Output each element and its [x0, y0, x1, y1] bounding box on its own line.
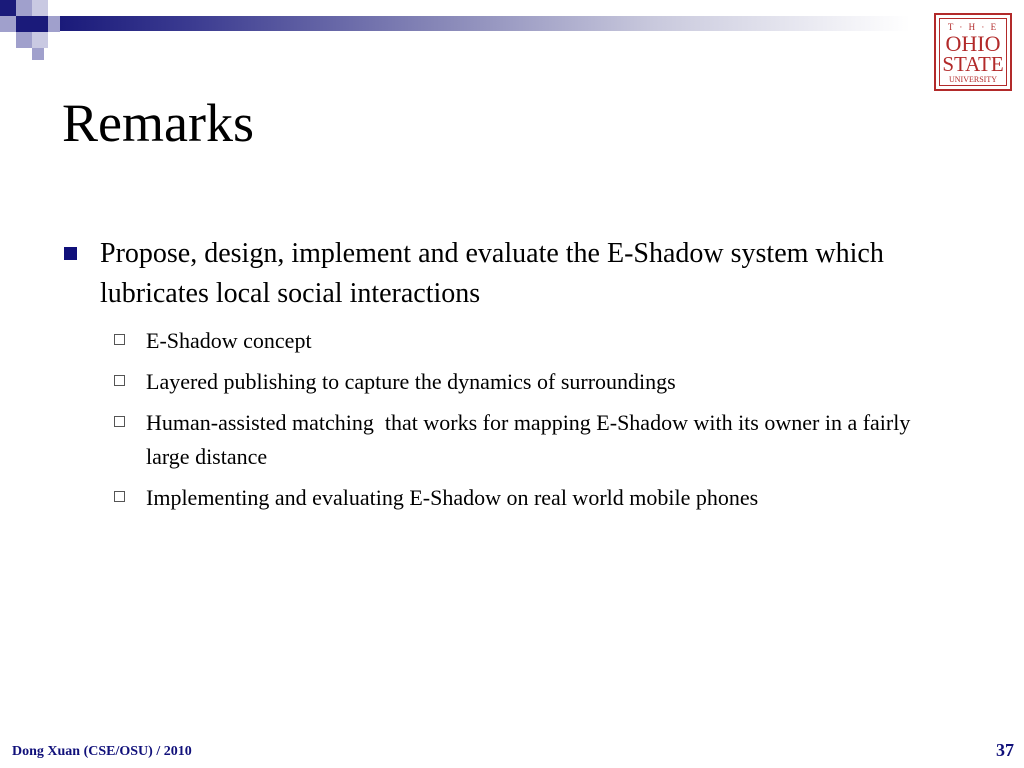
logo-lettering [936, 15, 1010, 89]
deco-square-dark-2 [16, 16, 32, 32]
deco-square-light-4 [48, 16, 60, 32]
deco-square-light-3 [32, 0, 48, 16]
sub-bullet-item [144, 406, 956, 474]
hollow-square-bullet-icon [114, 334, 125, 345]
header-gradient-bar [60, 16, 910, 31]
logo-line-ohio: OHIO [945, 31, 1001, 56]
logo-line-state: STATE [942, 52, 1004, 76]
logo-line-university: UNIVERSITY [949, 75, 997, 84]
hollow-square-bullet-icon [114, 375, 125, 386]
bullet-text: Propose, design, implement and evaluate the E-Shadow system which lubricates local social interactions [100, 238, 884, 309]
deco-square-light-6 [32, 32, 48, 48]
hollow-square-bullet-icon [114, 416, 125, 427]
deco-square-light-7 [32, 48, 44, 60]
deco-square-light-2 [0, 16, 16, 32]
sub-bullet-text: Human-assisted matching that works for mapping E-Shadow with its owner in a fairly large distance [146, 410, 916, 469]
slide-content [64, 234, 964, 522]
deco-square-light-5 [16, 32, 32, 48]
deco-square-dark-3 [32, 16, 48, 32]
deco-square-dark-1 [0, 0, 16, 16]
decorative-squares [0, 0, 80, 64]
slide-title: Remarks [62, 93, 254, 153]
sub-bullet-text: Implementing and evaluating E-Shadow on real world mobile phones [146, 485, 759, 510]
ohio-state-logo [934, 13, 1012, 91]
logo-line-the: T · H · E [947, 22, 999, 32]
sub-bullet-item [144, 324, 956, 358]
deco-square-light-1 [16, 0, 32, 16]
hollow-square-bullet-icon [114, 491, 125, 502]
square-bullet-icon [64, 247, 77, 260]
sub-bullet-item [144, 481, 956, 515]
sub-bullet-text: E-Shadow concept [146, 328, 312, 353]
sub-bullet-item [144, 365, 956, 399]
sub-bullet-list [64, 324, 964, 515]
sub-bullet-text: Layered publishing to capture the dynamics of surroundings [146, 369, 676, 394]
bullet-item [64, 234, 890, 314]
page-number: 37 [996, 740, 1014, 760]
footer-author: Dong Xuan (CSE/OSU) / 2010 [12, 744, 192, 759]
